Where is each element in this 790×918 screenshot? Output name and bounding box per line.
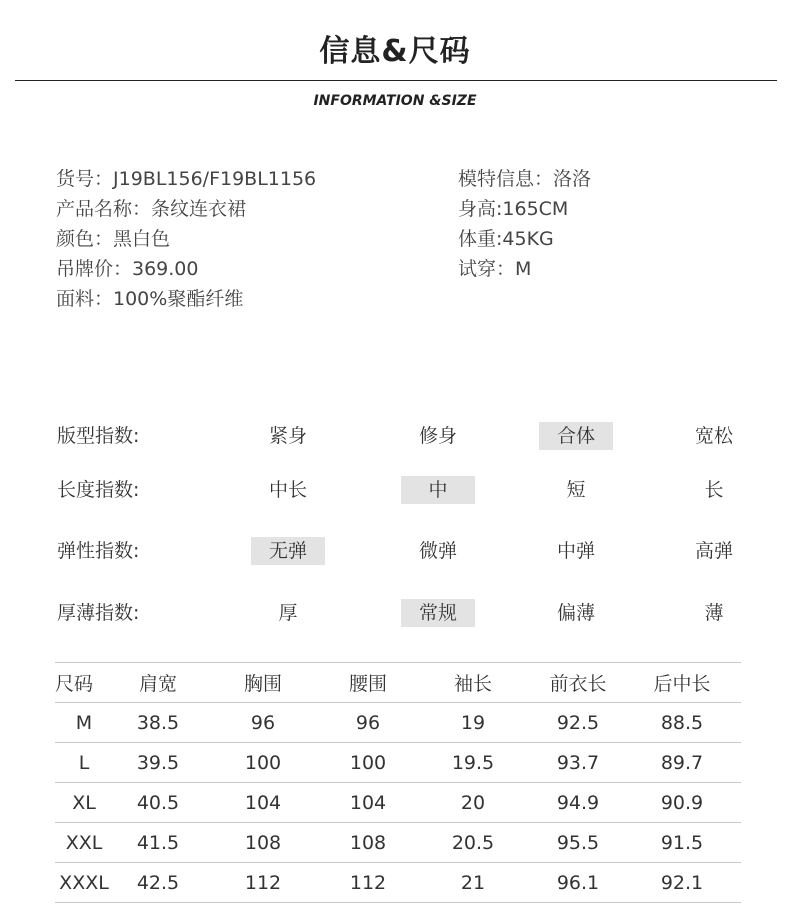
table-cell: XXL — [55, 823, 113, 863]
tag-price: 吊牌价：369.00 — [56, 258, 199, 280]
table-cell: 42.5 — [113, 863, 203, 903]
index-option: 中长 — [268, 479, 307, 501]
column-header: 前衣长 — [533, 663, 623, 703]
table-cell: 92.1 — [623, 863, 741, 903]
table-row — [55, 743, 741, 783]
elasticity-index-row — [0, 537, 790, 565]
table-cell: 104 — [323, 783, 413, 823]
table-cell: 88.5 — [623, 703, 741, 743]
column-header: 后中长 — [623, 663, 741, 703]
product-code: 货号：J19BL156/F19BL1156 — [56, 168, 317, 190]
table-cell: 104 — [203, 783, 323, 823]
fabric: 面料：100%聚酯纤维 — [56, 288, 244, 310]
size-table — [55, 662, 741, 903]
index-option: 无弹 — [251, 537, 325, 565]
table-cell: 92.5 — [533, 703, 623, 743]
index-option: 常规 — [401, 599, 475, 627]
index-option: 中 — [401, 476, 475, 504]
table-cell: 96.1 — [533, 863, 623, 903]
table-cell: 39.5 — [113, 743, 203, 783]
model-try-on-size: 试穿：M — [458, 258, 532, 280]
table-cell: 96 — [203, 703, 323, 743]
index-option: 厚 — [278, 602, 298, 624]
index-label: 版型指数: — [57, 425, 140, 447]
table-cell: 21 — [413, 863, 533, 903]
column-header: 腰围 — [323, 663, 413, 703]
index-option: 紧身 — [268, 425, 307, 447]
table-cell: 108 — [323, 823, 413, 863]
table-cell: 112 — [203, 863, 323, 903]
index-option: 高弹 — [694, 540, 733, 562]
column-header: 胸围 — [203, 663, 323, 703]
fit-index-row — [0, 422, 790, 450]
table-row — [55, 783, 741, 823]
table-cell: 89.7 — [623, 743, 741, 783]
table-row — [55, 863, 741, 903]
table-cell: 94.9 — [533, 783, 623, 823]
table-cell: 40.5 — [113, 783, 203, 823]
table-cell: 90.9 — [623, 783, 741, 823]
index-label: 厚薄指数: — [57, 602, 140, 624]
index-label: 弹性指数: — [57, 540, 140, 562]
table-cell: 41.5 — [113, 823, 203, 863]
column-header: 袖长 — [413, 663, 533, 703]
table-cell: 100 — [323, 743, 413, 783]
table-cell: L — [55, 743, 113, 783]
table-cell: 19.5 — [413, 743, 533, 783]
table-cell: 95.5 — [533, 823, 623, 863]
index-option: 薄 — [704, 602, 724, 624]
product-info — [56, 164, 316, 314]
product-name: 产品名称：条纹连衣裙 — [56, 198, 247, 220]
column-header: 尺码 — [55, 663, 113, 703]
index-option: 偏薄 — [556, 602, 595, 624]
table-cell: XL — [55, 783, 113, 823]
product-color: 颜色：黑白色 — [56, 228, 171, 250]
page-subtitle: INFORMATION &SIZE — [313, 93, 477, 109]
model-height: 身高:165CM — [458, 198, 569, 220]
table-cell: 108 — [203, 823, 323, 863]
table-cell: 91.5 — [623, 823, 741, 863]
index-option: 宽松 — [694, 425, 733, 447]
table-cell: 93.7 — [533, 743, 623, 783]
table-row — [55, 823, 741, 863]
length-index-row — [0, 476, 790, 504]
table-cell: 100 — [203, 743, 323, 783]
index-option: 长 — [704, 479, 724, 501]
index-option: 合体 — [539, 422, 613, 450]
table-cell: 20.5 — [413, 823, 533, 863]
thickness-index-row — [0, 599, 790, 627]
index-option: 短 — [566, 479, 586, 501]
table-cell: 112 — [323, 863, 413, 903]
index-option: 修身 — [418, 425, 457, 447]
table-row — [55, 703, 741, 743]
column-header: 肩宽 — [113, 663, 203, 703]
page-title: 信息&尺码 — [319, 34, 471, 69]
table-cell: M — [55, 703, 113, 743]
table-cell: 19 — [413, 703, 533, 743]
table-cell: 20 — [413, 783, 533, 823]
index-label: 长度指数: — [57, 479, 140, 501]
table-header-row — [55, 663, 741, 703]
title-divider — [15, 80, 777, 81]
table-cell: 38.5 — [113, 703, 203, 743]
table-cell: 96 — [323, 703, 413, 743]
model-name: 模特信息：洛洛 — [458, 168, 592, 190]
table-cell: XXXL — [55, 863, 113, 903]
model-info — [458, 164, 591, 284]
index-option: 中弹 — [556, 540, 595, 562]
model-weight: 体重:45KG — [458, 228, 554, 250]
index-option: 微弹 — [418, 540, 457, 562]
